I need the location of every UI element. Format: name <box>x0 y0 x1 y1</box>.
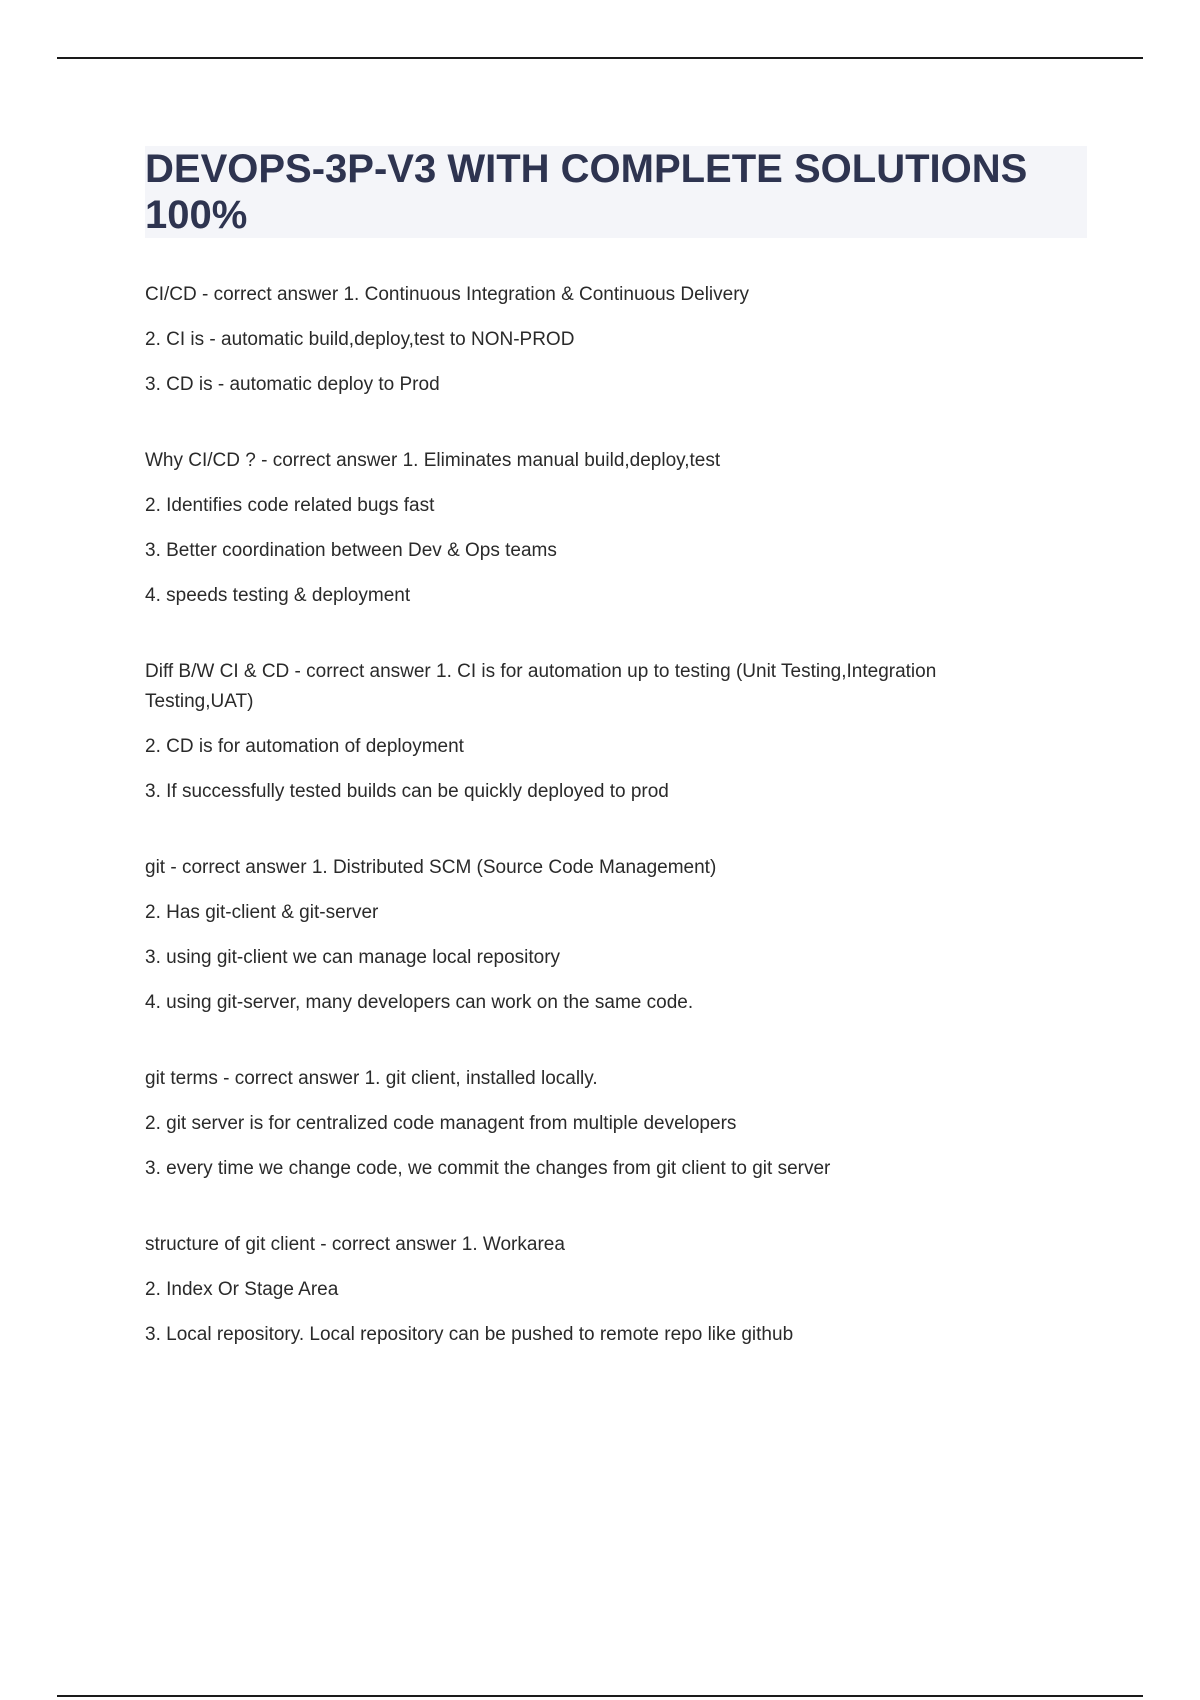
qa-line: 3. CD is - automatic deploy to Prod <box>145 374 440 395</box>
qa-line: 2. Has git-client & git-server <box>145 902 379 923</box>
qa-block-git-terms <box>145 1064 1035 1184</box>
qa-line: 2. Index Or Stage Area <box>145 1279 339 1300</box>
qa-block-why-ci-cd <box>145 446 1035 611</box>
qa-line: Diff B/W CI & CD - correct answer 1. CI is for automation up to testing (Unit Testing,Integration Testing,UAT) <box>145 661 937 712</box>
qa-line: 3. every time we change code, we commit the changes from git client to git server <box>145 1158 831 1179</box>
top-rule <box>57 57 1143 59</box>
qa-block-git <box>145 853 1035 1018</box>
qa-line: 4. speeds testing & deployment <box>145 585 411 606</box>
document-body <box>145 280 1035 1396</box>
qa-line: 4. using git-server, many developers can work on the same code. <box>145 992 694 1013</box>
qa-line: Why CI/CD ? - correct answer 1. Eliminates manual build,deploy,test <box>145 450 721 471</box>
qa-line: CI/CD - correct answer 1. Continuous Integration & Continuous Delivery <box>145 284 750 305</box>
qa-line: 2. Identifies code related bugs fast <box>145 495 435 516</box>
qa-line: git terms - correct answer 1. git client, installed locally. <box>145 1068 598 1089</box>
qa-line: 2. CD is for automation of deployment <box>145 736 464 757</box>
qa-line: 3. using git-client we can manage local repository <box>145 947 561 968</box>
qa-block-git-client-structure <box>145 1230 1035 1350</box>
document-title: DEVOPS-3P-V3 WITH COMPLETE SOLUTIONS 100% <box>145 147 1028 237</box>
qa-line: 2. git server is for centralized code managent from multiple developers <box>145 1113 737 1134</box>
qa-line: 3. Local repository. Local repository can be pushed to remote repo like github <box>145 1324 794 1345</box>
qa-block-diff-ci-cd <box>145 657 1035 807</box>
qa-line: git - correct answer 1. Distributed SCM (Source Code Management) <box>145 857 717 878</box>
qa-line: 3. If successfully tested builds can be quickly deployed to prod <box>145 781 669 802</box>
qa-line: structure of git client - correct answer 1. Workarea <box>145 1234 565 1255</box>
qa-block-ci-cd <box>145 280 1035 400</box>
qa-line: 3. Better coordination between Dev & Ops teams <box>145 540 557 561</box>
qa-line: 2. CI is - automatic build,deploy,test to NON-PROD <box>145 329 575 350</box>
title-banner <box>145 146 1087 238</box>
bottom-rule <box>57 1695 1143 1697</box>
